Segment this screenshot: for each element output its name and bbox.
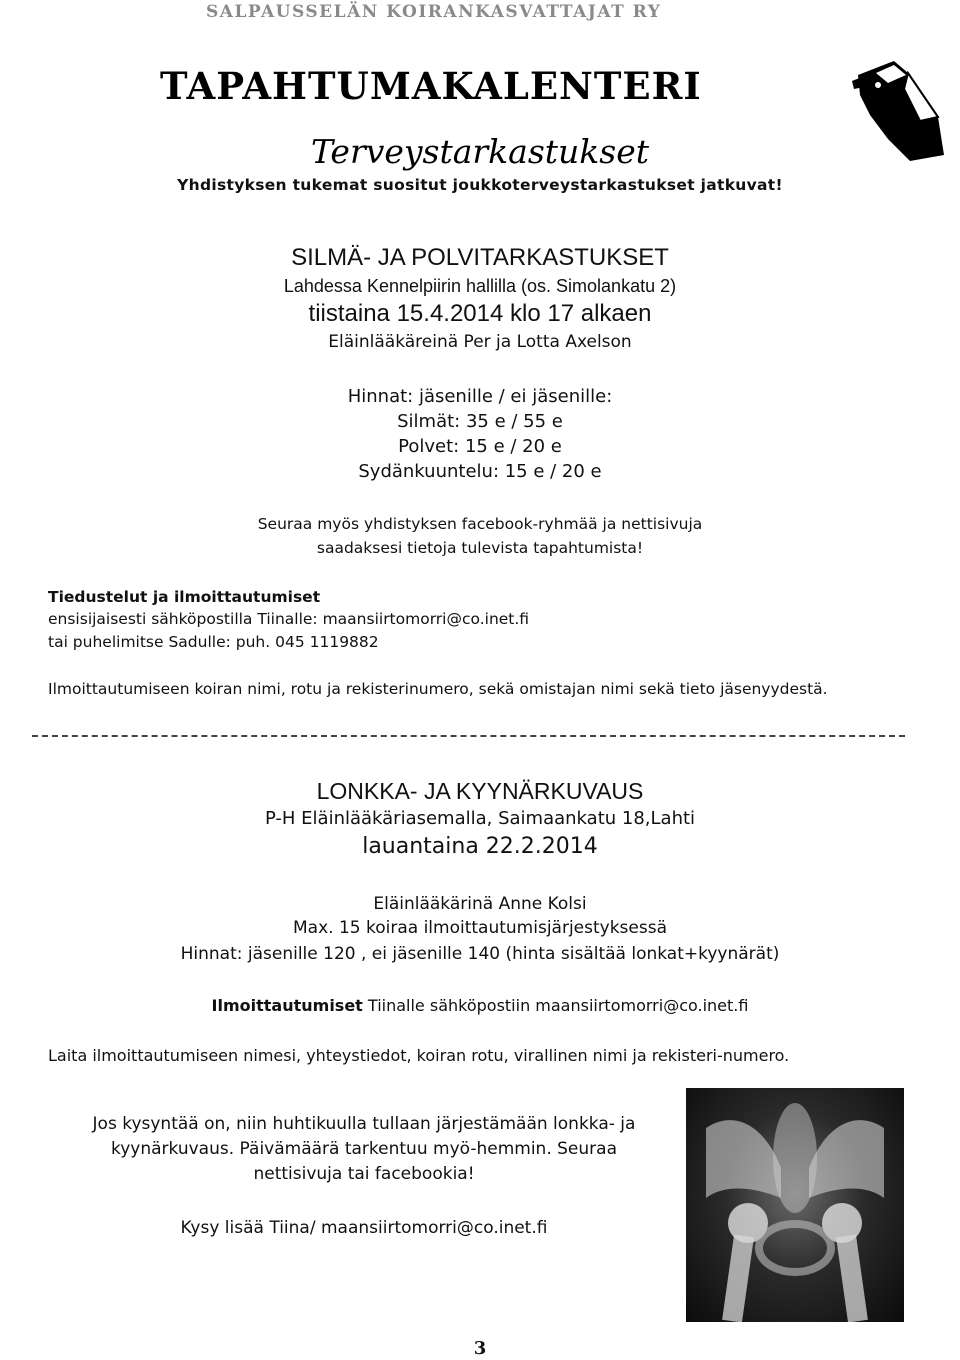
eye-knee-vets: Eläinlääkäreinä Per ja Lotta Axelson bbox=[328, 332, 632, 352]
price-item: Sydänkuuntelu: 15 e / 20 e bbox=[358, 461, 602, 482]
page-title: TAPAHTUMAKALENTERI bbox=[160, 64, 702, 108]
future-event-text: Jos kysyntää on, niin huhtikuulla tullaan järjestämään lonkka- ja kyynärkuvaus. Päivämäärä tarkentuu myö-hemmin. Seuraa nettisivuja tai facebookia! bbox=[92, 1114, 636, 1184]
intro-text: Yhdistyksen tukemat suositut joukkoterveystarkastukset jatkuvat! bbox=[177, 176, 783, 194]
hip-elbow-date: lauantaina 22.2.2014 bbox=[362, 834, 598, 859]
section-divider bbox=[32, 735, 905, 737]
price-heading: Hinnat: jäsenille / ei jäsenille: bbox=[347, 386, 613, 407]
hip-elbow-price: Hinnat: jäsenille 120 , ei jäsenille 140 (hinta sisältää lonkat+kyynärät) bbox=[180, 944, 780, 964]
registration-label: Ilmoittautumiset bbox=[211, 996, 363, 1015]
hip-xray-image bbox=[686, 1088, 904, 1322]
inquiries-email: ensisijaisesti sähköpostilla Tiinalle: maansiirtomorri@co.inet.fi bbox=[48, 610, 530, 628]
eye-knee-place: Lahdessa Kennelpiirin hallilla (os. Simolankatu 2) bbox=[283, 276, 677, 296]
hip-elbow-max: Max. 15 koiraa ilmoittautumisjärjestyksessä bbox=[293, 918, 667, 938]
registration-info: Ilmoittautumiseen koiran nimi, rotu ja rekisterinumero, sekä omistajan nimi sekä tieto jäsenyydestä. bbox=[48, 680, 828, 698]
inquiries-phone: tai puhelimitse Sadulle: puh. 045 1119882 bbox=[48, 633, 379, 651]
section-subtitle: Terveystarkastukset bbox=[310, 132, 650, 171]
page-number: 3 bbox=[473, 1338, 487, 1359]
follow-text bbox=[0, 512, 960, 560]
hip-elbow-info: Laita ilmoittautumiseen nimesi, yhteystiedot, koiran rotu, virallinen nimi ja rekisteri-numero. bbox=[48, 1046, 790, 1065]
inquiries-heading: Tiedustelut ja ilmoittautumiset bbox=[48, 588, 321, 606]
price-item: Silmät: 35 e / 55 e bbox=[397, 411, 563, 432]
organization-name: SALPAUSSELÄN KOIRANKASVATTAJAT RY bbox=[206, 2, 662, 22]
hip-elbow-title: LONKKA- JA KYYNÄRKUVAUS bbox=[316, 778, 644, 804]
follow-line: saadaksesi tietoja tulevista tapahtumista! bbox=[316, 539, 644, 557]
follow-line: Seuraa myös yhdistyksen facebook-ryhmää ja nettisivuja bbox=[257, 515, 703, 533]
eye-knee-title: SILMÄ- JA POLVITARKASTUKSET bbox=[291, 244, 669, 271]
hip-elbow-vet: Eläinlääkärinä Anne Kolsi bbox=[373, 894, 587, 914]
registration-text: Tiinalle sähköpostiin maansiirtomorri@co.inet.fi bbox=[362, 996, 749, 1015]
price-list bbox=[0, 384, 960, 484]
hip-elbow-registration bbox=[0, 996, 960, 1015]
contact-text: Kysy lisää Tiina/ maansiirtomorri@co.inet.fi bbox=[180, 1218, 548, 1238]
price-item: Polvet: 15 e / 20 e bbox=[398, 436, 562, 457]
hip-elbow-place: P-H Eläinlääkäriasemalla, Saimaankatu 18,Lahti bbox=[264, 808, 696, 829]
eye-knee-date: tiistaina 15.4.2014 klo 17 alkaen bbox=[308, 300, 652, 327]
